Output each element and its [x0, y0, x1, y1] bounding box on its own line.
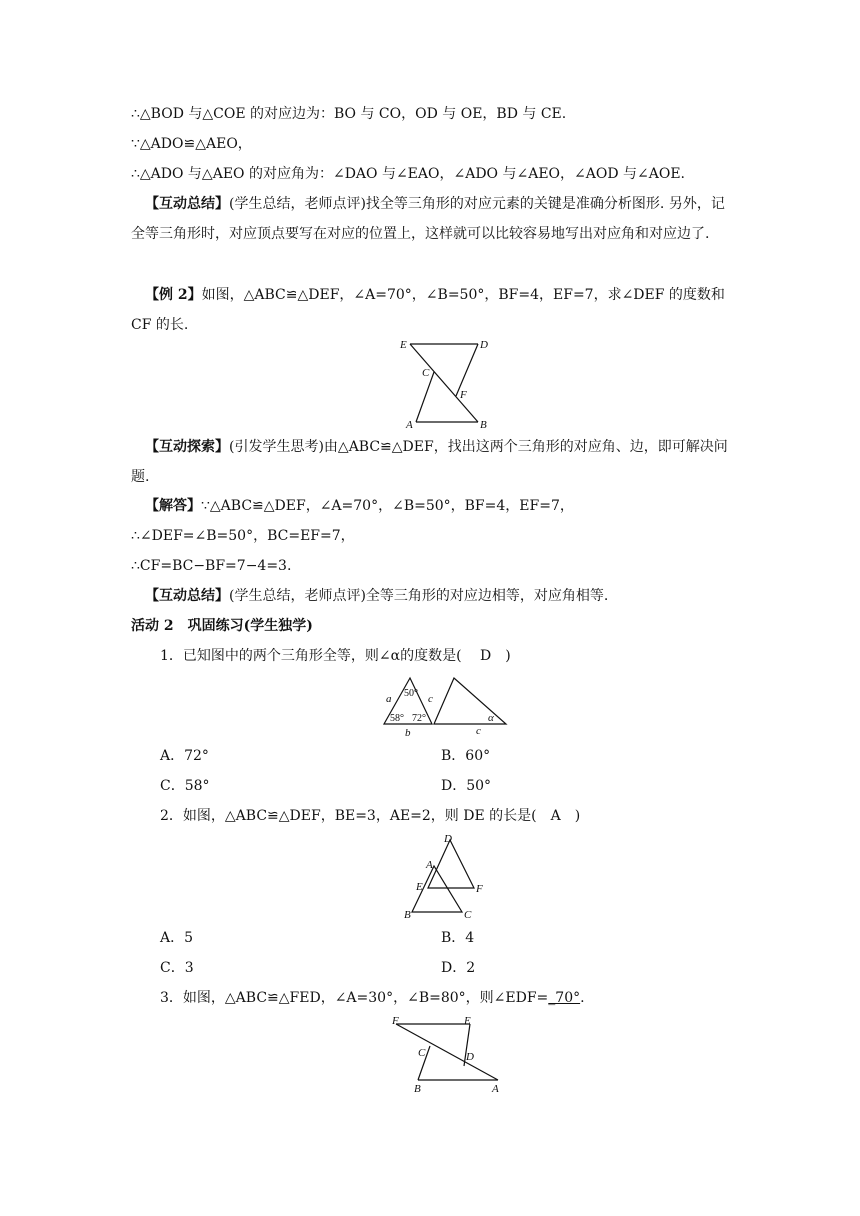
summary-1-text: (学生总结，老师点评)找全等三角形的对应元素的关键是准确分析图形. 另外，记全等三角形时，对应顶点要写在对应的位置上，这样就可以比较容易地写出对应角和对应边了. — [131, 196, 725, 242]
fig2-label-alpha: α — [488, 712, 494, 724]
fig2-angle-left: 58° — [390, 713, 404, 724]
fig1-label-F: F — [460, 389, 467, 401]
fig3-label-D: D — [444, 833, 452, 845]
figure-question-1 — [378, 674, 518, 740]
summary-2-text: (学生总结，老师点评)全等三角形的对应边相等，对应角相等. — [229, 588, 609, 604]
fig2-label-a: a — [386, 693, 392, 705]
text-line-2: ∵△ADO≌△AEO， — [131, 136, 252, 152]
fig2-angle-top: 50° — [404, 688, 418, 699]
fig4-label-D: D — [466, 1051, 474, 1063]
summary-2-tag: 【互动总结】 — [145, 588, 229, 604]
q1-option-a: A．72° — [160, 748, 209, 764]
fig1-label-B: B — [480, 419, 487, 431]
solution-line-1 — [145, 496, 574, 516]
question-3 — [160, 988, 585, 1008]
q2-option-b: B．4 — [441, 930, 475, 946]
fig4-label-E: E — [464, 1015, 471, 1027]
solution-line-3: ∴CF=BC−BF=7−4=3. — [131, 558, 292, 574]
fig4-label-A: A — [492, 1083, 499, 1095]
figure-example-2 — [398, 336, 498, 432]
q2-option-c: C．3 — [160, 960, 194, 976]
fig3-label-E: E — [416, 881, 423, 893]
fig4-label-F: F — [392, 1015, 399, 1027]
q1-option-c: C．58° — [160, 778, 210, 794]
question-2: 2．如图，△ABC≌△DEF，BE=3，AE=2，则 DE 的长是( A ) — [160, 808, 581, 824]
q1-option-d: D．50° — [441, 778, 492, 794]
activity-2-heading: 活动 2 巩固练习(学生独学) — [131, 618, 313, 634]
explore-tag: 【互动探索】 — [145, 439, 229, 455]
question-1: 1．已知图中的两个三角形全等，则∠α的度数是( D ) — [160, 648, 511, 664]
fig4-label-B: B — [414, 1083, 421, 1095]
solution-line-2: ∴∠DEF=∠B=50°，BC=EF=7， — [131, 528, 355, 544]
fig2-label-c: c — [428, 693, 433, 705]
explore-text: (引发学生思考)由△ABC≌△DEF，找出这两个三角形的对应角、边，即可解决问题. — [131, 439, 728, 485]
fig2-label-c2: c — [476, 725, 481, 737]
fig3-label-C: C — [464, 909, 472, 921]
figure-question-2 — [400, 830, 486, 924]
figure-question-3 — [388, 1012, 508, 1100]
explore — [131, 432, 731, 492]
fig2-label-b: b — [405, 727, 411, 739]
question-3-prefix: 3．如图，△ABC≌△FED，∠A=30°，∠B=80°，则∠EDF= — [160, 990, 549, 1006]
text-line-3: ∴△ADO 与△AEO 的对应角为：∠DAO 与∠EAO，∠ADO 与∠AEO，∠AOD 与∠AOE. — [131, 166, 686, 182]
fig1-label-D: D — [480, 339, 488, 351]
question-3-answer: _70° — [548, 990, 581, 1006]
fig3-label-F: F — [476, 883, 483, 895]
summary-2 — [145, 586, 608, 606]
solution-text: ∵△ABC≌△DEF，∠A=70°，∠B=50°，BF=4，EF=7， — [201, 498, 574, 514]
fig2-angle-right: 72° — [412, 713, 426, 724]
fig4-label-C: C — [418, 1047, 426, 1059]
fig1-label-E: E — [400, 339, 407, 351]
fig1-label-C: C — [422, 367, 430, 379]
summary-1-tag: 【互动总结】 — [145, 196, 229, 212]
fig3-label-B: B — [404, 909, 411, 921]
fig1-label-A: A — [406, 419, 413, 431]
question-3-suffix: . — [580, 990, 585, 1006]
example-2-tag: 【例 2】 — [145, 287, 202, 303]
q2-option-a: A．5 — [160, 930, 194, 946]
fig3-label-A: A — [426, 859, 433, 871]
summary-1 — [131, 189, 731, 249]
example-2-text: 如图，△ABC≌△DEF，∠A=70°，∠B=50°，BF=4，EF=7，求∠DEF 的度数和 CF 的长. — [131, 287, 725, 333]
q2-option-d: D．2 — [441, 960, 476, 976]
example-2 — [131, 280, 731, 340]
q1-option-b: B．60° — [441, 748, 491, 764]
solution-tag: 【解答】 — [145, 498, 201, 514]
text-line-1: ∴△BOD 与△COE 的对应边为：BO 与 CO，OD 与 OE，BD 与 CE. — [131, 106, 567, 122]
